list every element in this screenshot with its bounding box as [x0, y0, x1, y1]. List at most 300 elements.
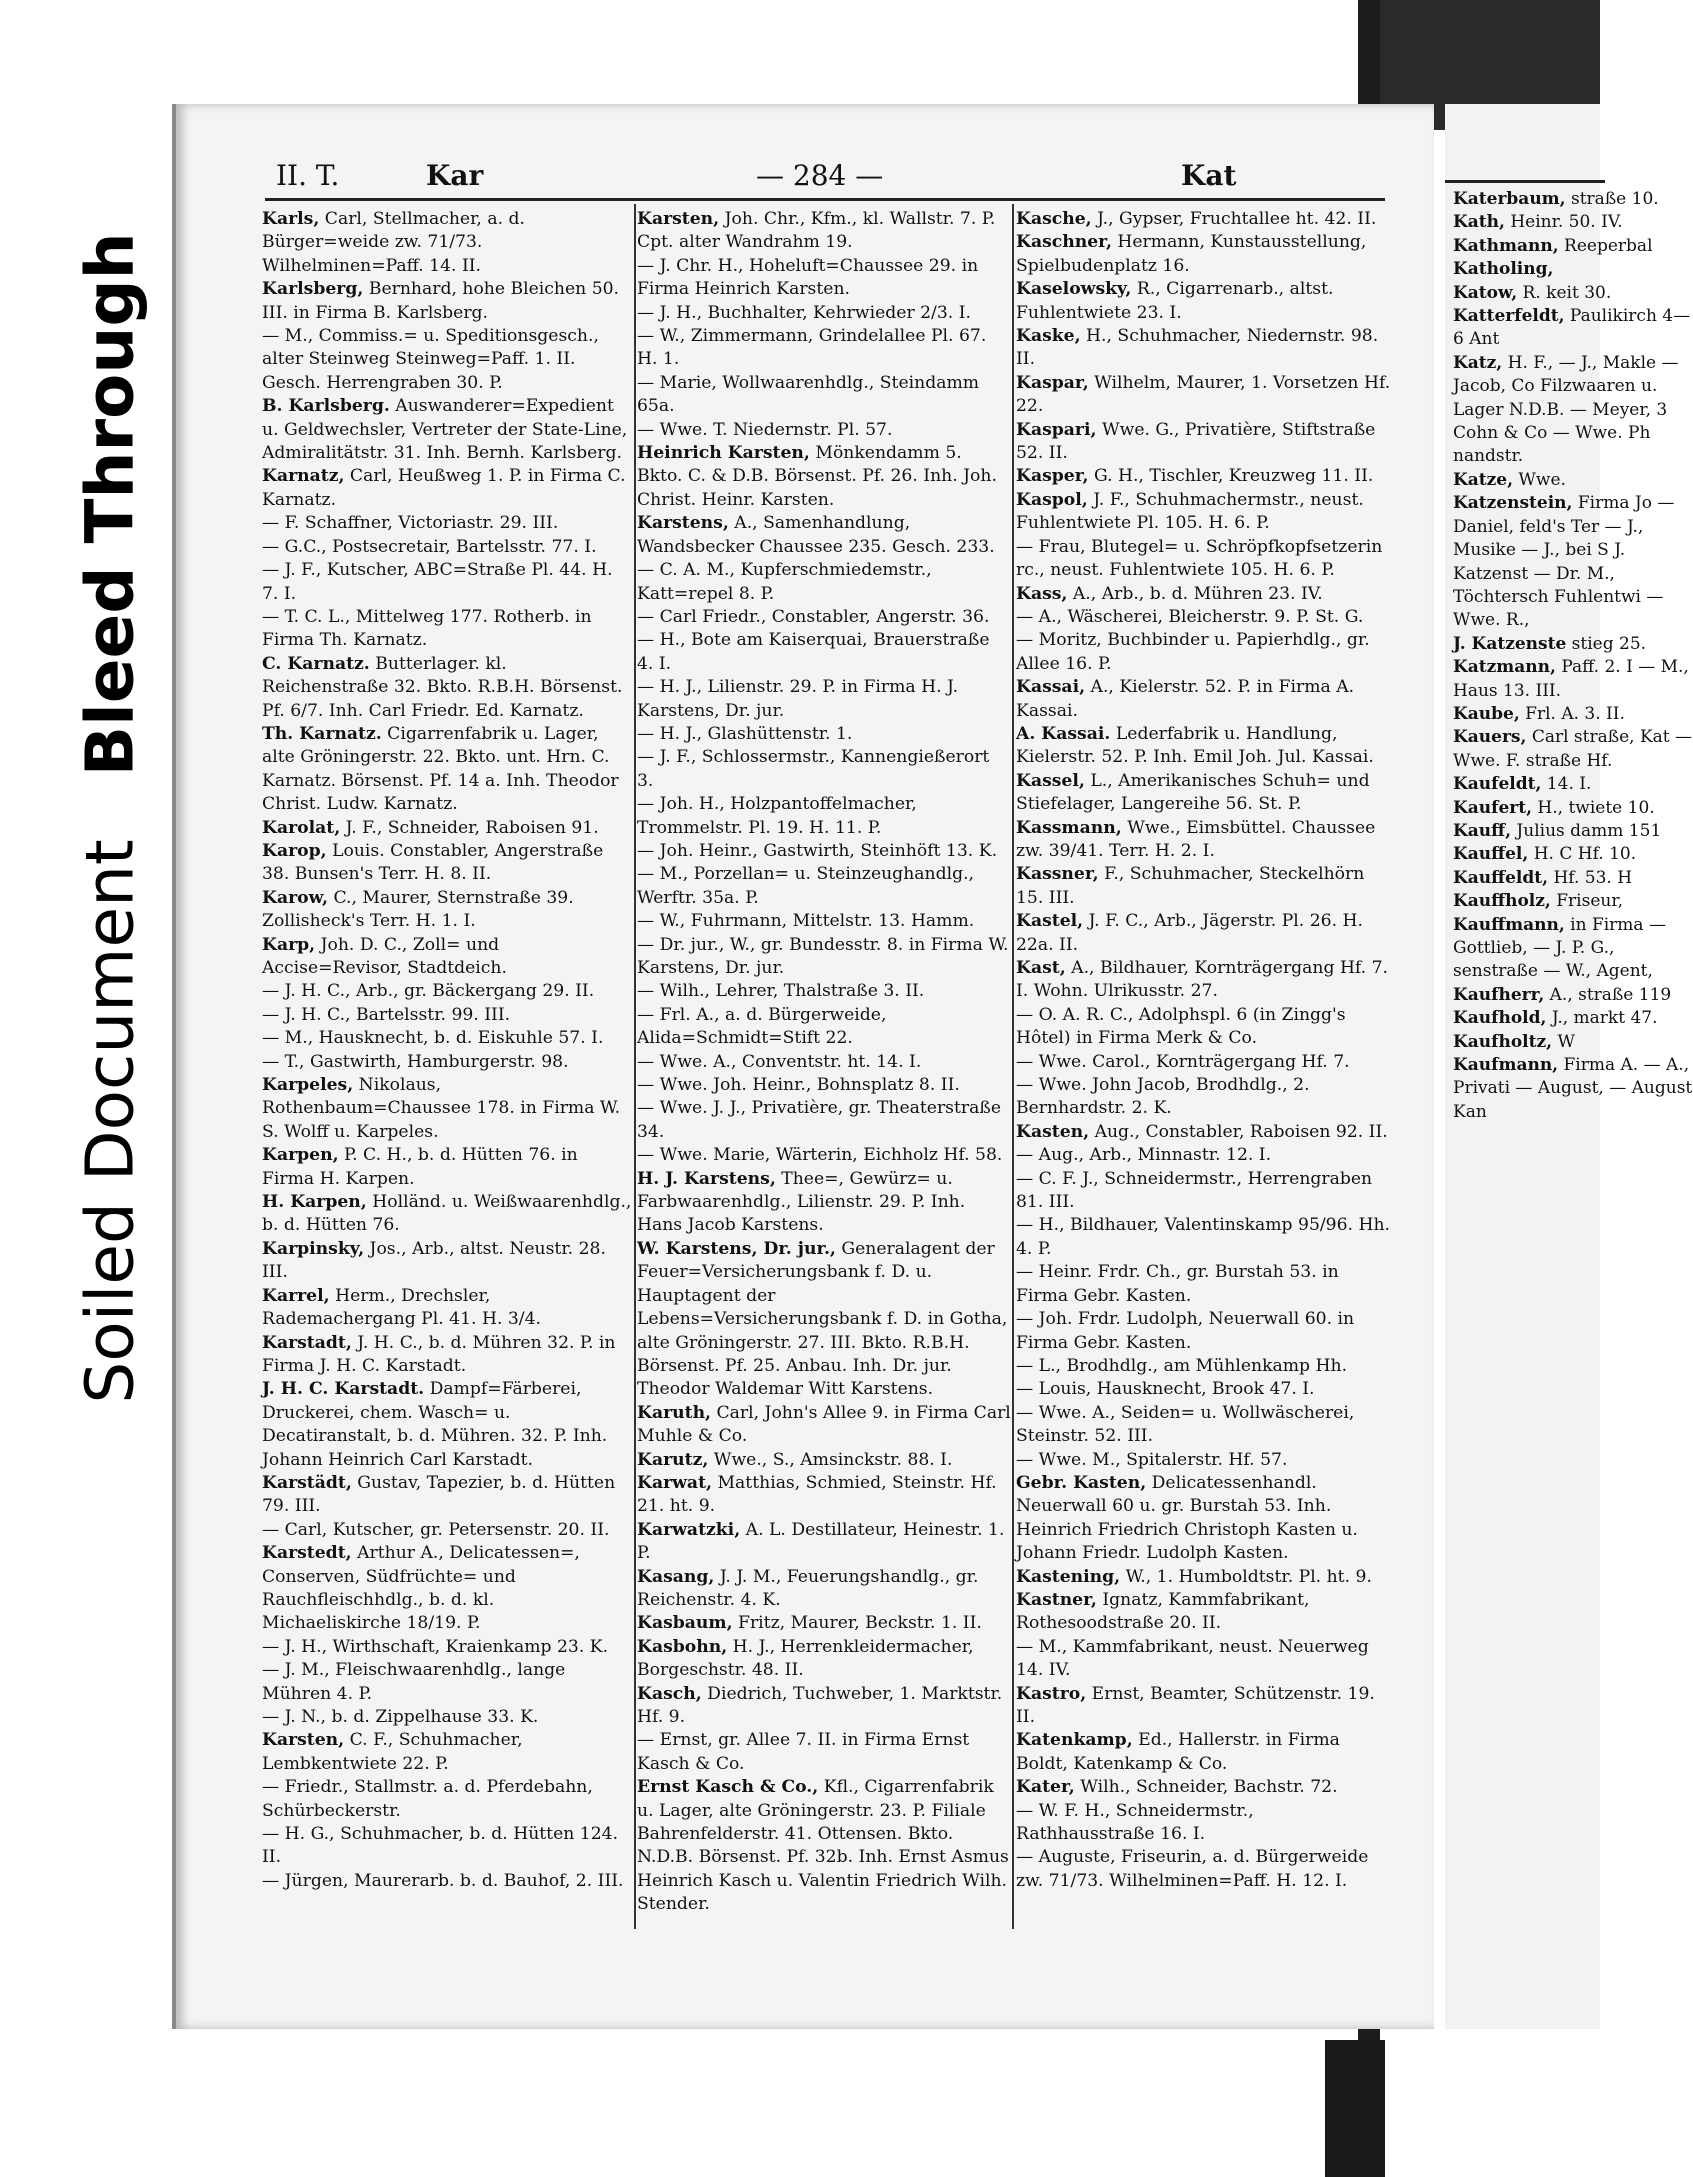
entry-details: Gustav, Tapezier, b. d. Hütten 79. III.: [262, 1472, 616, 1517]
entry-surname: Karp,: [262, 934, 316, 955]
entry-details: Carl, Stellmacher, a. d. Bürger=weide zw. 71/73. Wilhelminen=Paff. 14. II.: [262, 209, 525, 276]
entry-surname: C. Karnatz.: [262, 653, 370, 674]
directory-entry: [1016, 583, 1394, 606]
entry-details: Diedrich, Tuchweber, 1. Marktstr. Hf. 9.: [637, 1683, 1003, 1727]
directory-entry: [637, 1238, 1011, 1402]
directory-entry: [637, 559, 1011, 606]
directory-entry: [1453, 188, 1693, 211]
directory-entry: [637, 676, 1011, 723]
column-1: [262, 208, 634, 1893]
directory-entry: [637, 1683, 1011, 1730]
entry-surname: Karpen,: [262, 1145, 339, 1166]
entry-details: Herm., Drechsler, Rademachergang Pl. 41. H. 3/4.: [262, 1285, 541, 1330]
entry-details: H., twiete 10.: [1532, 797, 1655, 818]
entry-details: — L., Brodhdlg., am Mühlenkamp Hh.: [1016, 1355, 1348, 1376]
entry-details: — C. A. M., Kupferschmiedemstr., Katt=repel 8. P.: [637, 560, 932, 604]
directory-entry: [1016, 863, 1394, 910]
entry-details: P. C. H., b. d. Hütten 76. in Firma H. Karpen.: [262, 1145, 578, 1189]
directory-entry: [637, 746, 1011, 793]
entry-details: J. F., Schneider, Raboisen 91.: [340, 817, 599, 838]
entry-details: Wilhelm, Maurer, 1. Vorsetzen Hf. 22.: [1016, 372, 1391, 417]
directory-entry: [1016, 1776, 1394, 1799]
entry-details: — Wwe. M., Spitalerstr. Hf. 57.: [1016, 1449, 1288, 1470]
entry-surname: Karutz,: [637, 1449, 709, 1470]
entry-details: Lederfabrik u. Handlung, Kielerstr. 52. P. Inh. Emil Joh. Jul. Kassai.: [1016, 723, 1374, 768]
directory-entry: [262, 325, 634, 395]
entry-details: Wilh., Schneider, Bachstr. 72.: [1074, 1777, 1338, 1798]
scan-dark-bottom: [1325, 2040, 1385, 2177]
directory-entry: [1016, 231, 1394, 278]
directory-entry: [1453, 235, 1693, 258]
directory-entry: [637, 1472, 1011, 1519]
directory-entry: [1016, 208, 1394, 231]
entry-surname: J. Katzenste: [1453, 633, 1567, 654]
directory-entry: [637, 1729, 1011, 1776]
directory-entry: [262, 1636, 634, 1659]
entry-details: stieg 25.: [1566, 633, 1647, 654]
entry-details: — H., Bote am Kaiserquai, Brauerstraße 4. I.: [637, 630, 990, 674]
entry-details: C. F., Schuhmacher, Lembkentwiete 22. P.: [262, 1730, 523, 1774]
entry-details: A., Arb., b. d. Mühren 23. IV.: [1067, 583, 1323, 604]
directory-entry: [262, 1074, 634, 1144]
entry-details: — W. F. H., Schneidermstr., Rathhausstraße 16. I.: [1016, 1800, 1254, 1845]
entry-surname: Katzmann,: [1453, 657, 1556, 678]
entry-surname: Karop,: [262, 840, 327, 861]
directory-entry: [262, 817, 634, 840]
directory-entry: [1453, 282, 1693, 305]
entry-details: — Wilh., Lehrer, Thalstraße 3. II.: [637, 981, 925, 1002]
entry-details: — H. J., Lilienstr. 29. P. in Firma H. J. Karstens, Dr. jur.: [637, 677, 959, 721]
directory-entry: [1016, 536, 1394, 583]
entry-details: — J. M., Fleischwaarenhdlg., lange Mühren 4. P.: [262, 1660, 566, 1704]
directory-entry: [1453, 984, 1693, 1007]
directory-entry: [637, 1004, 1011, 1051]
entry-details: Nikolaus, Rothenbaum=Chaussee 178. in Firma W. S. Wolff u. Karpeles.: [262, 1075, 621, 1142]
directory-entry: [1453, 867, 1693, 890]
entry-surname: Katzenstein,: [1453, 493, 1573, 514]
entry-details: A. L. Destillateur, Heinestr. 1. P.: [637, 1519, 1005, 1564]
entry-details: — H. J., Glashüttenstr. 1.: [637, 723, 853, 744]
entry-details: — Wwe. A., Seiden= u. Wollwäscherei, Steinstr. 52. III.: [1016, 1402, 1355, 1447]
page-header: [276, 155, 1251, 203]
directory-entry: [1453, 211, 1693, 234]
entry-details: — H. G., Schuhmacher, b. d. Hütten 124. II.: [262, 1824, 619, 1868]
entry-surname: Kasper,: [1016, 466, 1089, 487]
directory-entry: [1016, 1355, 1394, 1378]
directory-entry: [262, 1659, 634, 1706]
directory-entry: [1016, 1051, 1394, 1074]
entry-details: straße 10.: [1565, 189, 1659, 209]
entry-details: Dampf=Färberei, Druckerei, chem. Wasch= u. Decatiranstalt, b. d. Mühren. 32. P. Inh. Johann Heinrich Carl Karstadt.: [262, 1379, 608, 1470]
entry-surname: Katenkamp,: [1016, 1730, 1133, 1751]
directory-entry: [1453, 1031, 1693, 1054]
entry-surname: Katz,: [1453, 352, 1503, 373]
entry-surname: Gebr. Kasten,: [1016, 1472, 1147, 1493]
entry-surname: Karolat,: [262, 817, 341, 838]
entry-surname: Kathmann,: [1453, 235, 1559, 256]
entry-details: Ed., Hallerstr. in Firma Boldt, Katenkamp & Co.: [1016, 1730, 1340, 1774]
entry-details: — Marie, Wollwaarenhdlg., Steindamm 65a.: [637, 372, 980, 417]
directory-entry: [637, 372, 1011, 419]
entry-details: — O. A. R. C., Adolphspl. 6 (in Zingg's Hôtel) in Firma Merk & Co.: [1016, 1004, 1346, 1049]
entry-details: Firma Jo — Daniel, feld's Ter — J., Musike — J., bei S J. Katzenst — Dr. M., Töchtersch Fuhlentwi — Wwe. R.,: [1453, 493, 1675, 631]
directory-entry: [262, 934, 634, 981]
entry-details: Heinr. 50. IV.: [1504, 212, 1623, 233]
directory-entry: [1453, 773, 1693, 796]
entry-details: Carl straße, Kat — Wwe. F. straße Hf.: [1453, 727, 1693, 771]
directory-entry: [637, 793, 1011, 840]
directory-entry: [1453, 633, 1693, 656]
directory-entry: [1016, 817, 1394, 864]
entry-surname: Kastening,: [1016, 1566, 1121, 1587]
directory-entry: [1016, 629, 1394, 676]
directory-entry: [637, 1776, 1011, 1916]
entry-surname: H. Karpen,: [262, 1192, 367, 1213]
entry-surname: J. H. C. Karstadt.: [262, 1379, 425, 1400]
directory-entry: [1016, 372, 1394, 419]
directory-entry: [1016, 957, 1394, 1004]
entry-details: Carl, John's Allee 9. in Firma Carl Muhle & Co.: [637, 1402, 1011, 1447]
entry-surname: Karlsberg,: [262, 279, 364, 300]
entry-details: — Dr. jur., W., gr. Bundesstr. 8. in Firma W. Karstens, Dr. jur.: [637, 934, 1009, 978]
entry-surname: Kassmann,: [1016, 817, 1122, 838]
entry-surname: Kasch,: [637, 1683, 702, 1704]
directory-entry: [1016, 465, 1394, 488]
entry-details: Carl, Heußweg 1. P. in Firma C. Karnatz.: [262, 466, 626, 510]
entry-surname: Kaufeldt,: [1453, 774, 1542, 795]
entry-surname: Karsten,: [262, 1730, 345, 1751]
entry-details: Cigarrenfabrik u. Lager, alte Gröningerstr. 22. Bkto. unt. Hrn. C. Karnatz. Börsenst. Pf. 14 a. Inh. Theodor Christ. Ludw. Karnatz.: [262, 723, 619, 815]
directory-entry: [1453, 843, 1693, 866]
entry-surname: Kassel,: [1016, 770, 1085, 791]
entry-details: A., Kielerstr. 52. P. in Firma A. Kassai.: [1016, 677, 1355, 721]
entry-surname: Karsten,: [637, 209, 720, 229]
entry-surname: Kaube,: [1453, 703, 1520, 724]
entry-surname: Kauffeldt,: [1453, 867, 1549, 888]
directory-entry: [637, 840, 1011, 863]
entry-details: J. J. M., Feuerungshandlg., gr. Reichenstr. 4. K.: [637, 1566, 979, 1610]
directory-entry: [1453, 914, 1693, 984]
directory-entry: [1016, 1261, 1394, 1308]
entry-details: R., Cigarrenarb., altst. Fuhlentwiete 23. I.: [1016, 279, 1334, 323]
entry-surname: Katholing,: [1453, 259, 1554, 280]
entry-surname: Kauffel,: [1453, 844, 1529, 865]
left-running-head: Kar: [426, 159, 484, 192]
directory-entry: [1016, 1168, 1394, 1215]
entry-details: F., Schuhmacher, Steckelhörn 15. III.: [1016, 864, 1365, 908]
entry-surname: Kasten,: [1016, 1121, 1090, 1142]
entry-details: — J. F., Kutscher, ABC=Straße Pl. 44. H. 7. I.: [262, 560, 613, 604]
directory-entry: [1453, 797, 1693, 820]
entry-surname: A. Kassai.: [1016, 723, 1111, 744]
entry-details: Frl. A. 3. II.: [1519, 703, 1625, 724]
directory-entry: [262, 1238, 634, 1285]
entry-details: Butterlager. kl. Reichenstraße 32. Bkto. R.B.H. Börsenst. Pf. 6/7. Inh. Carl Friedr. Ed. Karnatz.: [262, 653, 623, 721]
entry-details: Arthur A., Delicatessen=, Conserven, Südfrüchte= und Rauchfleischhdlg., b. d. kl. Michaeliskirche 18/19. P.: [262, 1543, 580, 1634]
entry-details: — M., Hausknecht, b. d. Eiskuhle 57. I.: [262, 1028, 604, 1049]
directory-entry: [637, 606, 1011, 629]
directory-entry: [637, 1051, 1011, 1074]
entry-details: — Wwe. John Jacob, Brodhdlg., 2. Bernhardstr. 2. K.: [1016, 1075, 1310, 1119]
entry-details: Louis. Constabler, Angerstraße 38. Bunsen's Terr. H. 8. II.: [262, 840, 604, 885]
entry-surname: Kaufholtz,: [1453, 1031, 1553, 1052]
directory-entry: [1453, 820, 1693, 843]
entry-surname: Kauffmann,: [1453, 914, 1565, 935]
directory-entry: [262, 1542, 634, 1636]
entry-surname: Katze,: [1453, 469, 1514, 490]
directory-entry: [637, 208, 1011, 255]
facing-page-fragment: [1445, 104, 1693, 2029]
page-number: — 284 —: [756, 159, 884, 192]
entry-details: A., Samenhandlung, Wandsbecker Chaussee 235. Gesch. 233.: [637, 513, 995, 557]
entry-details: — Frl. A., a. d. Bürgerweide, Alida=Schmidt=Stift 22.: [637, 1004, 887, 1049]
entry-surname: Kauffholz,: [1453, 891, 1551, 912]
directory-entry: [262, 1729, 634, 1776]
entry-details: C., Maurer, Sternstraße 39. Zollisheck's Terr. H. 1. I.: [262, 887, 574, 932]
directory-entry: [1016, 1402, 1394, 1449]
directory-entry: [1016, 1378, 1394, 1401]
entry-details: G. H., Tischler, Kreuzweg 11. II.: [1088, 466, 1374, 487]
directory-entry: [262, 1285, 634, 1332]
directory-entry: [262, 723, 634, 817]
entry-surname: Kaschner,: [1016, 232, 1112, 253]
right-running-head: Kat: [1181, 159, 1237, 192]
entry-details: Hermann, Kunstausstellung, Spielbudenplatz 16.: [1016, 232, 1367, 276]
entry-details: — A., Wäscherei, Bleicherstr. 9. P. St. G.: [1016, 606, 1364, 627]
entry-details: Kfl., Cigarrenfabrik u. Lager, alte Gröningerstr. 23. P. Filiale Bahrenfelderstr. 41. Ottensen. Bkto. N.D.B. Börsenst. Pf. 32b. Inh. Ernst Asmus Heinrich Kasch u. Valentin Friedrich Wilh. Stender.: [637, 1777, 1009, 1915]
entry-surname: Kaspar,: [1016, 372, 1089, 393]
entry-surname: Kaufhold,: [1453, 1008, 1547, 1029]
header-rule: [265, 198, 1385, 201]
entry-details: — Joh. Heinr., Gastwirth, Steinhöft 13. K.: [637, 840, 998, 861]
entry-details: Ignatz, Kammfabrikant, Rothesoodstraße 20. II.: [1016, 1589, 1310, 1634]
directory-entry: [1453, 305, 1693, 352]
entry-surname: Kastro,: [1016, 1683, 1087, 1704]
directory-entry: [637, 255, 1011, 302]
entry-details: — M., Kammfabrikant, neust. Neuerweg 14. IV.: [1016, 1636, 1369, 1681]
entry-surname: Karstadt,: [262, 1332, 352, 1353]
entry-surname: Kassai,: [1016, 677, 1086, 698]
entry-details: — Wwe. Carol., Kornträgergang Hf. 7.: [1016, 1051, 1350, 1072]
directory-entry: [262, 980, 634, 1003]
entry-surname: Karpinsky,: [262, 1238, 365, 1259]
directory-entry: [1016, 489, 1394, 536]
entry-details: H., Schuhmacher, Niedernstr. 98. II.: [1016, 326, 1379, 370]
directory-entry: [1016, 606, 1394, 629]
entry-details: — Wwe. Joh. Heinr., Bohnsplatz 8. II.: [637, 1075, 960, 1096]
directory-entry: [1016, 1214, 1394, 1261]
entry-surname: Kasbohn,: [637, 1636, 728, 1657]
entry-details: J. F., Schuhmachermstr., neust. Fuhlentwiete Pl. 105. H. 6. P.: [1016, 489, 1364, 534]
entry-details: — Wwe. Marie, Wärterin, Eichholz Hf. 58.: [637, 1145, 1003, 1166]
section-marker: II. T.: [276, 159, 340, 192]
entry-surname: Karstedt,: [262, 1543, 352, 1564]
directory-entry: [1453, 258, 1693, 281]
directory-entry: [1016, 1074, 1394, 1121]
directory-entry: [262, 1823, 634, 1870]
entry-details: W: [1552, 1031, 1575, 1052]
directory-entry: [262, 465, 634, 512]
entry-details: — G.C., Postsecretair, Bartelsstr. 77. I.: [262, 536, 597, 557]
entry-surname: Ernst Kasch & Co.,: [637, 1777, 819, 1798]
directory-entry: [637, 1168, 1011, 1238]
entry-details: — J. Chr. H., Hoheluft=Chaussee 29. in Firma Heinrich Karsten.: [637, 255, 979, 300]
entry-surname: Karpeles,: [262, 1075, 354, 1096]
column-divider: [634, 204, 636, 1929]
directory-entry: [637, 980, 1011, 1003]
directory-entry: [1016, 1121, 1394, 1144]
entry-surname: Kassner,: [1016, 864, 1099, 885]
entry-details: Reeperbal: [1558, 235, 1653, 256]
entry-details: L., Amerikanisches Schuh= und Stiefelager, Langereihe 56. St. P.: [1016, 770, 1370, 815]
entry-details: Bernhard, hohe Bleichen 50. III. in Firma B. Karlsberg.: [262, 279, 620, 323]
directory-entry: [1453, 726, 1693, 773]
entry-details: — Aug., Arb., Minnastr. 12. I.: [1016, 1145, 1272, 1166]
directory-entry: [1016, 723, 1394, 770]
directory-entry: [262, 1051, 634, 1074]
entry-surname: Karstens,: [637, 513, 729, 534]
directory-entry: [637, 1097, 1011, 1144]
directory-entry: [262, 536, 634, 559]
entry-surname: Katterfeldt,: [1453, 306, 1565, 327]
entry-details: — J. H. C., Bartelsstr. 99. III.: [262, 1004, 511, 1025]
entry-details: A., Bildhauer, Kornträgergang Hf. 7. I. Wohn. Ulrikusstr. 27.: [1016, 958, 1389, 1002]
entry-details: — T., Gastwirth, Hamburgerstr. 98.: [262, 1051, 569, 1072]
entry-details: 14. I.: [1541, 774, 1592, 795]
directory-entry: [262, 1706, 634, 1729]
directory-entry: [262, 606, 634, 653]
entry-details: — M., Porzellan= u. Steinzeughandlg., Werftr. 35a. P.: [637, 864, 975, 908]
entry-details: — Carl, Kutscher, gr. Petersenstr. 20. II.: [262, 1519, 610, 1540]
entry-details: — Heinr. Frdr. Ch., gr. Burstah 53. in Firma Gebr. Kasten.: [1016, 1262, 1339, 1306]
entry-details: — Joh. Frdr. Ludolph, Neuerwall 60. in Firma Gebr. Kasten.: [1016, 1309, 1355, 1353]
directory-entry: [262, 653, 634, 723]
directory-entry: [637, 419, 1011, 442]
directory-entry: [637, 863, 1011, 910]
entry-details: Joh. D. C., Zoll= und Accise=Revisor, Stadtdeich.: [262, 934, 507, 978]
directory-entry: [637, 1074, 1011, 1097]
entry-details: — Frau, Blutegel= u. Schröpfkopfsetzerin rc., neust. Fuhlentwiete 105. H. 6. P.: [1016, 536, 1383, 581]
directory-entry: [1453, 469, 1693, 492]
entry-surname: Th. Karnatz.: [262, 723, 382, 744]
directory-entry: [1016, 325, 1394, 372]
entry-surname: Karwatzki,: [637, 1519, 741, 1540]
entry-surname: Kauers,: [1453, 727, 1527, 748]
entry-details: Friseur,: [1550, 891, 1624, 912]
entry-surname: Karow,: [262, 887, 328, 908]
directory-entry: [1453, 656, 1693, 703]
entry-details: — M., Commiss.= u. Speditionsgesch., alter Steinweg Steinweg=Paff. 1. II. Gesch. Herrengraben 30. P.: [262, 326, 599, 393]
directory-entry: [637, 1449, 1011, 1472]
entry-details: Wwe. G., Privatière, Stiftstraße 52. II.: [1016, 419, 1376, 464]
entry-details: Fritz, Maurer, Beckstr. 1. II.: [732, 1613, 982, 1634]
directory-entry: [1016, 1449, 1394, 1472]
column-divider: [1012, 204, 1014, 1929]
directory-entry: [262, 840, 634, 887]
entry-details: — W., Fuhrmann, Mittelstr. 13. Hamm.: [637, 911, 975, 932]
directory-entry: [262, 1332, 634, 1379]
directory-entry: [262, 1004, 634, 1027]
entry-details: — J. H., Wirthschaft, Kraienkamp 23. K.: [262, 1636, 609, 1657]
entry-details: — Joh. H., Holzpantoffelmacher, Trommelstr. Pl. 19. H. 11. P.: [637, 794, 917, 838]
directory-entry: [1016, 1472, 1394, 1566]
entry-details: J. F. C., Arb., Jägerstr. Pl. 26. H. 22a. II.: [1016, 911, 1363, 955]
entry-details: Wwe., Eimsbüttel. Chaussee zw. 39/41. Terr. H. 2. I.: [1016, 817, 1376, 861]
entry-surname: Kass,: [1016, 583, 1068, 604]
directory-entry: [637, 1612, 1011, 1635]
entry-surname: Kaufert,: [1453, 797, 1533, 818]
directory-entry: [262, 1870, 634, 1893]
entry-surname: Katerbaum,: [1453, 189, 1566, 209]
entry-surname: W. Karstens, Dr. jur.,: [637, 1238, 836, 1259]
entry-details: Paff. 2. I — M., Haus 13. III.: [1453, 657, 1689, 701]
entry-details: — J. F., Schlossermstr., Kannengießerort 3.: [637, 747, 990, 791]
entry-surname: Kaufherr,: [1453, 984, 1545, 1005]
facing-header-rule: [1445, 180, 1605, 183]
entry-details: Jos., Arb., altst. Neustr. 28. III.: [262, 1238, 606, 1283]
entry-surname: B. Karlsberg.: [262, 396, 390, 417]
directory-entry: [262, 1378, 634, 1472]
directory-entry: [637, 1144, 1011, 1167]
directory-entry: [637, 629, 1011, 676]
entry-surname: Karwat,: [637, 1472, 712, 1493]
entry-details: — Wwe. A., Conventstr. ht. 14. I.: [637, 1051, 922, 1072]
entry-details: — Moritz, Buchbinder u. Papierhdlg., gr. Allee 16. P.: [1016, 630, 1370, 674]
column-3: [1016, 208, 1394, 1893]
bleed-through-label: Bleed Through: [71, 231, 149, 776]
directory-entry: [1016, 1729, 1394, 1776]
entry-details: W., 1. Humboldtstr. Pl. ht. 9.: [1120, 1566, 1372, 1587]
entry-details: — Louis, Hausknecht, Brook 47. I.: [1016, 1379, 1315, 1400]
entry-details: H. C Hf. 10.: [1528, 844, 1637, 865]
entry-details: Paulikirch 4—6 Ant: [1453, 306, 1691, 350]
entry-details: J., markt 47.: [1546, 1008, 1658, 1029]
entry-details: Holländ. u. Weißwaarenhdlg., b. d. Hütten 76.: [262, 1192, 632, 1236]
directory-entry: [637, 325, 1011, 372]
directory-entry: [637, 1636, 1011, 1683]
directory-entry: [637, 1402, 1011, 1449]
entry-surname: Karls,: [262, 209, 320, 229]
directory-entry: [1016, 1144, 1394, 1167]
entry-details: Delicatessenhandl. Neuerwall 60 u. gr. Burstah 53. Inh. Heinrich Friedrich Christoph Kasten u. Johann Friedr. Ludolph Kasten.: [1016, 1472, 1358, 1564]
entry-surname: Kasche,: [1016, 209, 1092, 229]
entry-surname: Kauff,: [1453, 820, 1512, 841]
entry-details: — Carl Friedr., Constabler, Angerstr. 36.: [637, 606, 990, 627]
directory-entry: [637, 442, 1011, 512]
entry-surname: Kaufmann,: [1453, 1055, 1559, 1076]
directory-entry: [262, 1519, 634, 1542]
entry-details: H. J., Herrenkleidermacher, Borgeschstr. 48. II.: [637, 1636, 974, 1681]
entry-details: — Friedr., Stallmstr. a. d. Pferdebahn, Schürbeckerstr.: [262, 1777, 593, 1821]
entry-surname: Kater,: [1016, 1777, 1075, 1798]
entry-details: R. keit 30.: [1517, 282, 1612, 303]
directory-entry: [637, 512, 1011, 559]
directory-entry: [1453, 492, 1693, 632]
entry-surname: H. J. Karstens,: [637, 1168, 776, 1189]
directory-entry: [1016, 676, 1394, 723]
entry-details: Aug., Constabler, Raboisen 92. II.: [1089, 1121, 1388, 1142]
entry-details: — Jürgen, Maurerarb. b. d. Bauhof, 2. III.: [262, 1870, 624, 1891]
entry-details: Julius damm 151: [1511, 820, 1662, 841]
entry-details: — J. H., Buchhalter, Kehrwieder 2/3. I.: [637, 302, 971, 323]
entry-details: — C. F. J., Schneidermstr., Herrengraben 81. III.: [1016, 1168, 1373, 1213]
entry-details: Wwe., S., Amsinckstr. 88. I.: [708, 1449, 953, 1470]
directory-entry: [262, 512, 634, 535]
entry-details: — F. Schaffner, Victoriastr. 29. III.: [262, 513, 559, 534]
entry-details: Generalagent der Feuer=Versicherungsbank f. D. u. Hauptagent der Lebens=Versicherungsbank f. D. in Gotha, alte Gröningerstr. 27. III. Bkto. R.B.H. Börsenst. Pf. 25. Anbau. Inh. Dr. jur. Theodor Waldemar Witt Karstens.: [637, 1238, 1008, 1400]
directory-entry: [1016, 1004, 1394, 1051]
entry-surname: Kaselowsky,: [1016, 279, 1132, 300]
